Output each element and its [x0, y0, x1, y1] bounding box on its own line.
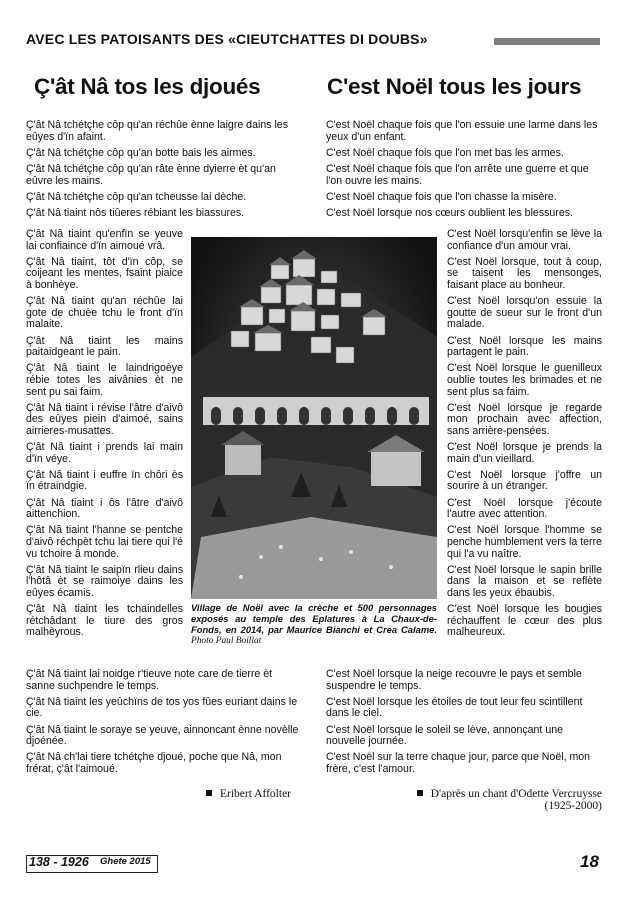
verse: C'est Noël lorsqu'on essuie la goutte de sueur sur le front d'un malade. [447, 295, 602, 331]
footer-issue-name: Ghete 2015 [100, 856, 151, 867]
page-number: 18 [580, 852, 599, 871]
footer-issue-number: 138 - 1926 [29, 855, 89, 869]
verse: C'est Noël lorsque le guenilleux oublie toutes les brimades et ne sent plus sa faim. [447, 362, 602, 398]
verse: Ç'ât Nâ tiaint qu'enfïn se yeuve lai confiaince d'ïn aimoué vrâ. [26, 228, 183, 252]
verse: Ç'ât Nâ tiaint, tôt d'ïn côp, se coijeant les mentes, fsaint piaice à bonhèye. [26, 255, 183, 291]
verse: Ç'ât Nâ tiaint l'hanne se pentche d'aivô réchpèt tchu lai tiere qui l'é vu tchoire â monde. [26, 524, 183, 560]
verse: Ç'ât Nâ tiaint i ôs l'âtre d'aivô aittenchion. [26, 496, 183, 521]
source-credit: D'après un chant d'Odette Vercruysse [430, 788, 602, 800]
verse: Ç'ât Nâ tiaint i prends lai main d'ïn véye. [26, 441, 183, 465]
verse: C'est Noël lorsqu'enfin se lève la confiance d'un amour vrai. [447, 228, 602, 252]
verse: C'est Noël lorsque je regarde mon prochain avec affection, sans arrière-pensées. [447, 401, 602, 437]
verse: C'est Noël lorsque la neige recouvre le pays et semble suspendre le temps. [326, 668, 582, 692]
verse: C'est Noël lorsque les étoiles de tout leur feu scintillent dans le ciel. [326, 695, 583, 720]
verse: Ç'ât Nâ tiaint nôs tiûeres rébiant les biassures. [26, 206, 245, 219]
author-name: Eribert Affolter [220, 788, 291, 800]
verse: Ç'ât Nâ tchétçhe côp qu'an botte bais les airmes. [26, 146, 256, 159]
signature-left [206, 788, 291, 800]
source-dates: (1925-2000) [544, 800, 602, 812]
header-bar [494, 38, 600, 45]
verse: C'est Noël lorsque les bougies réchauffent le cœur des plus malheureux. [447, 603, 602, 639]
verse: Ç'ât Nâ tchétçhe côp qu'an tcheusse lai dèche. [26, 190, 247, 203]
village-illustration [191, 237, 437, 599]
verse: Ç'ât Nâ tchétçhe côp qu'an râte ènne dyierre èt qu'an eûvre les mains. [26, 162, 276, 187]
verse: C'est Noël lorsque l'homme se penche humblement vers la terre qui l'a vu naître. [447, 524, 602, 560]
verse: Ç'ât Nâ tiaint i euffre ïn chôri ès ïn étraindgie. [26, 468, 183, 493]
verse: Ç'ât Nâ tiaint les mains paitaidgeant le pain. [26, 334, 183, 359]
square-bullet-icon [206, 790, 212, 796]
verse: Ç'ât Nâ tiaint le laindrigoèye rébie totes les aivânies èt ne sent pu sai faim. [26, 362, 183, 398]
verse: C'est Noël lorsque le sapin brille dans la maison et se reflète dans les yeux ébaubis. [447, 563, 602, 599]
title-patois: Ç'ât Nâ tos les djoués [34, 74, 261, 99]
verse: Ç'ât Nâ tiaint les tchaindelles rétchâdant le tiure des gros malhèyrous. [26, 603, 183, 639]
verse: C'est Noël chaque fois que l'on chasse la misère. [326, 190, 557, 203]
christmas-village-photo [191, 237, 437, 599]
title-french: C'est Noël tous les jours [327, 74, 582, 99]
verse: Ç'ât Nâ tiaint le soraye se yeuve, ainnoncant ènne novèlle djoénée. [26, 723, 299, 748]
verse: C'est Noël lorsque le soleil se lève, annonçant une nouvelle journée. [326, 723, 563, 748]
verse: C'est Noël lorsque je prends la main d'un vieillard. [447, 441, 602, 465]
verse: C'est Noël chaque fois que l'on met bas les armes. [326, 146, 564, 159]
patois-narrow-block [26, 229, 183, 644]
patois-bottom-block [26, 669, 301, 780]
verse: C'est Noël lorsque les mains partagent le pain. [447, 334, 602, 359]
verse: Ç'ât Nâ tiaint le saipïn rlieu dains l'hôtâ èt se raimoiye dains les eûyes écamis. [26, 563, 183, 599]
verse: Ç'ât Nâ tiaint les yeûchïns de tos yos fûes euriant dains le cie. [26, 695, 298, 720]
french-narrow-block [447, 229, 602, 644]
french-bottom-block [326, 669, 602, 780]
verse: C'est Noël lorsque, tout à coup, se taisent les mensonges, faisant place au bonheur. [447, 255, 602, 291]
verse: C'est Noël chaque fois que l'on essuie une larme dans les yeux d'un enfant. [326, 119, 598, 143]
caption-text: Village de Noël avec la crèche et 500 personnages exposés au temple des Eplatures à La Chaux-de-Fonds, en 2014, par Maurice Bianchi et Crea Calame. [191, 602, 437, 635]
verse: C'est Noël lorsque nos cœurs oublient les blessures. [326, 206, 573, 219]
photo-caption [191, 603, 437, 647]
section-header: AVEC LES PATOISANTS DES «CIEUTCHATTES DI DOUBS» [26, 31, 428, 47]
verse: C'est Noël chaque fois que l'on arrête une guerre et que l'on ouvre les mains. [326, 162, 589, 187]
signature-right [384, 788, 602, 812]
verse: C'est Noël lorsque j'offre un sourire à un étranger. [447, 468, 602, 493]
verse: Ç'ât Nâ tchétçhe côp qu'an réchûe ènne laigre dains les eûyes d'ïn afaint. [26, 119, 288, 143]
verse: Ç'ât Nâ tiaint qu'an réchûe lai gote de chuèe tchu le front d'ïn malaite. [26, 295, 183, 331]
verse: C'est Noël lorsque j'écoute l'autre avec attention. [447, 496, 602, 521]
french-top-block [326, 120, 602, 224]
verse: C'est Noël sur la terre chaque jour, parce que Noël, mon frère, c'est l'amour. [326, 751, 591, 775]
square-bullet-icon [417, 790, 423, 796]
verse: Ç'ât Nâ tiaint i révise l'âtre d'aivô des eûyes piein d'aimoé, sains airrieres-musattes. [26, 401, 183, 437]
verse: Ç'ât Nâ tiaint lai noidge r'tieuve note care de tierre èt sanne suchpendre le temps. [26, 668, 273, 692]
patois-top-block [26, 120, 301, 224]
verse: Ç'ât Nâ ch'lai tiere tchétçhe djoué, poche que Nâ, mon frérat, ç'ât l'aimoué. [26, 751, 282, 775]
photo-credit: Photo Paul Boillat [191, 636, 262, 647]
